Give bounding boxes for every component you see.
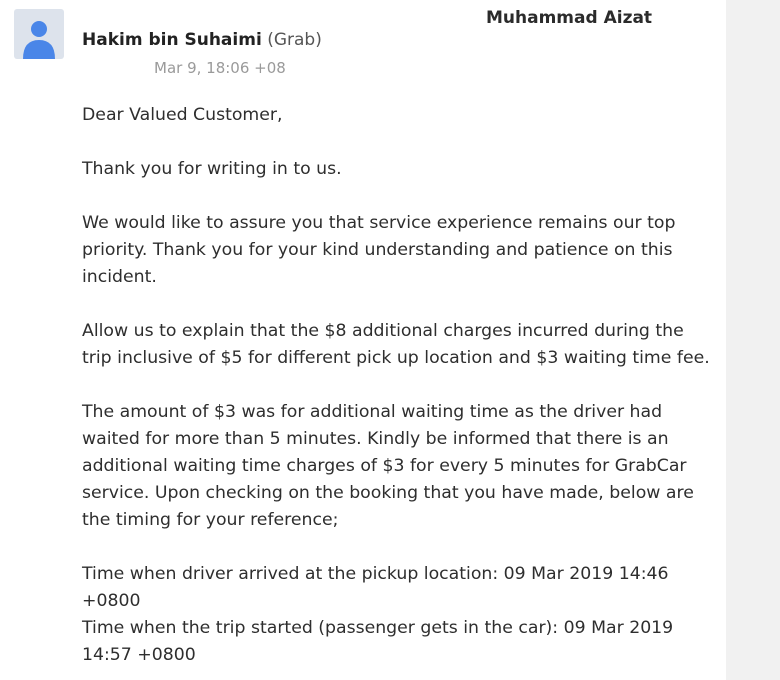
- text-line: trip inclusive of $5 for different pick up location and $3 waiting time fee.: [82, 348, 710, 368]
- text-line: We would like to assure you that service experience remains our top: [82, 213, 676, 233]
- text-line: additional waiting time charges of $3 for every 5 minutes for GrabCar: [82, 456, 687, 476]
- paragraph-assurance: [82, 210, 718, 291]
- sender-org: (Grab): [267, 30, 322, 50]
- recipient-name: Muhammad Aizat: [486, 8, 653, 28]
- paragraph-waiting: [82, 399, 718, 534]
- sender-line: [82, 30, 322, 50]
- text-line: priority. Thank you for your kind understanding and patience on this: [82, 240, 673, 260]
- paragraph-charges: [82, 318, 718, 372]
- paragraph-thanks: Thank you for writing in to us.: [82, 159, 342, 179]
- text-line: Allow us to explain that the $8 additional charges incurred during the: [82, 321, 684, 341]
- sender-name: Hakim bin Suhaimi: [82, 30, 262, 50]
- text-line: incident.: [82, 267, 157, 287]
- text-line: +0800: [82, 591, 141, 611]
- default-user-icon: [14, 9, 64, 59]
- text-line: Time when driver arrived at the pickup location: 09 Mar 2019 14:46: [82, 564, 669, 584]
- sender-avatar: [14, 9, 64, 59]
- message-timestamp: Mar 9, 18:06 +08: [154, 59, 286, 77]
- text-line: 14:57 +0800: [82, 645, 196, 665]
- text-line: the timing for your reference;: [82, 510, 339, 530]
- timing-driver-arrived: [82, 561, 718, 615]
- message-body: [82, 102, 718, 669]
- text-line: Time when the trip started (passenger gets in the car): 09 Mar 2019: [82, 618, 674, 638]
- text-line: The amount of $3 was for additional waiting time as the driver had: [82, 402, 663, 422]
- text-line: service. Upon checking on the booking that you have made, below are: [82, 483, 694, 503]
- side-panel: [726, 0, 780, 680]
- greeting: Dear Valued Customer,: [82, 105, 283, 125]
- text-line: waited for more than 5 minutes. Kindly be informed that there is an: [82, 429, 669, 449]
- timing-trip-started: [82, 615, 718, 669]
